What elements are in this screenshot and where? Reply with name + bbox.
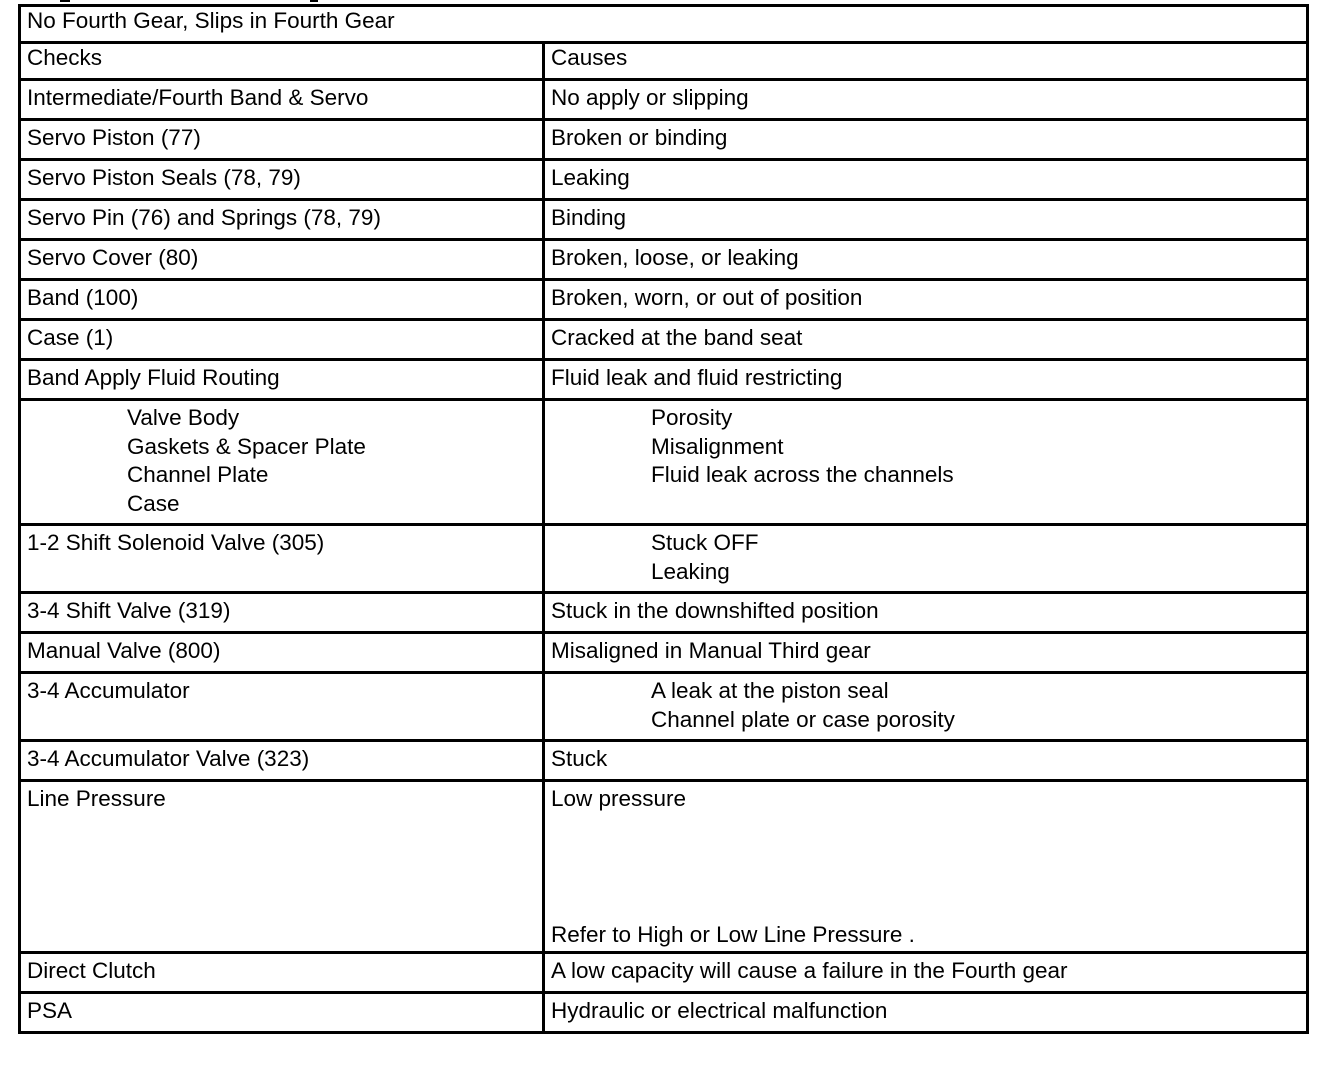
- diagnostic-table: [18, 4, 1309, 1034]
- table-row-solenoid: [20, 525, 1308, 593]
- check-cell: Case (1): [20, 320, 544, 360]
- cause-cell-list: [544, 400, 1308, 525]
- check-subitem: Case: [127, 490, 180, 516]
- table-row: [20, 200, 1308, 240]
- cause-cell: Misaligned in Manual Third gear: [544, 633, 1308, 673]
- table-row-accumulator: [20, 673, 1308, 741]
- check-subitem: Valve Body: [127, 405, 240, 430]
- cause-cell: Cracked at the band seat: [544, 320, 1308, 360]
- check-cell: 3-4 Shift Valve (319): [20, 593, 544, 633]
- cause-subitem: Channel plate or case porosity: [651, 706, 955, 732]
- cause-cell: Broken or binding: [544, 120, 1308, 160]
- cause-cell: Hydraulic or electrical malfunction: [544, 993, 1308, 1033]
- check-cell: Servo Piston Seals (78, 79): [20, 160, 544, 200]
- column-header-causes: Causes: [544, 43, 1308, 80]
- cause-cell: Stuck: [544, 741, 1308, 781]
- table-row: [20, 993, 1308, 1033]
- table-row: [20, 360, 1308, 400]
- table-row: [20, 240, 1308, 280]
- check-cell: 1-2 Shift Solenoid Valve (305): [20, 525, 544, 593]
- check-cell: Servo Cover (80): [20, 240, 544, 280]
- check-cell: Direct Clutch: [20, 953, 544, 993]
- table-row: [20, 593, 1308, 633]
- cause-cell: A low capacity will cause a failure in the Fourth gear: [544, 953, 1308, 993]
- cause-cell: Fluid leak and fluid restricting: [544, 360, 1308, 400]
- check-cell: Band (100): [20, 280, 544, 320]
- cause-subitem: Leaking: [651, 558, 730, 584]
- cause-subitem: Misalignment: [651, 433, 784, 459]
- check-cell: Servo Piston (77): [20, 120, 544, 160]
- cause-subitem: A leak at the piston seal: [651, 678, 889, 703]
- check-cell: Servo Pin (76) and Springs (78, 79): [20, 200, 544, 240]
- check-cell: 3-4 Accumulator: [20, 673, 544, 741]
- cause-cell-list: [544, 673, 1308, 741]
- cause-cell: Stuck in the downshifted position: [544, 593, 1308, 633]
- table-row-routing-details: [20, 400, 1308, 525]
- check-cell: Intermediate/Fourth Band & Servo: [20, 80, 544, 120]
- cause-cell: Leaking: [544, 160, 1308, 200]
- cause-subitem: Fluid leak across the channels: [651, 462, 954, 487]
- table-row: [20, 160, 1308, 200]
- check-cell: Band Apply Fluid Routing: [20, 360, 544, 400]
- cause-cell: No apply or slipping: [544, 80, 1308, 120]
- table-row: [20, 633, 1308, 673]
- table-title: No Fourth Gear, Slips in Fourth Gear: [20, 6, 1308, 43]
- table-row: [20, 953, 1308, 993]
- check-cell: Manual Valve (800): [20, 633, 544, 673]
- table-row-line-pressure: [20, 781, 1308, 953]
- table-row: [20, 741, 1308, 781]
- cause-cell: Broken, loose, or leaking: [544, 240, 1308, 280]
- check-subitem: Channel Plate: [127, 462, 269, 487]
- table-row: [20, 120, 1308, 160]
- cause-subitem: Stuck OFF: [651, 530, 759, 555]
- check-cell: PSA: [20, 993, 544, 1033]
- check-subitem: Gaskets & Spacer Plate: [127, 433, 366, 459]
- cause-cell: Binding: [544, 200, 1308, 240]
- column-header-checks: Checks: [20, 43, 544, 80]
- cause-cell-list: [544, 525, 1308, 593]
- check-cell: Line Pressure: [20, 781, 544, 953]
- check-cell-list: [20, 400, 544, 525]
- line-pressure-reference-link[interactable]: Refer to High or Low Line Pressure .: [551, 921, 915, 947]
- table-row: [20, 80, 1308, 120]
- cause-text: Low pressure: [551, 786, 687, 811]
- table-row: [20, 320, 1308, 360]
- cropped-text-fragment: [0, 0, 440, 3]
- table-row: [20, 280, 1308, 320]
- check-cell: 3-4 Accumulator Valve (323): [20, 741, 544, 781]
- cause-cell: [544, 781, 1308, 953]
- cause-cell: Broken, worn, or out of position: [544, 280, 1308, 320]
- cause-subitem: Porosity: [651, 405, 733, 430]
